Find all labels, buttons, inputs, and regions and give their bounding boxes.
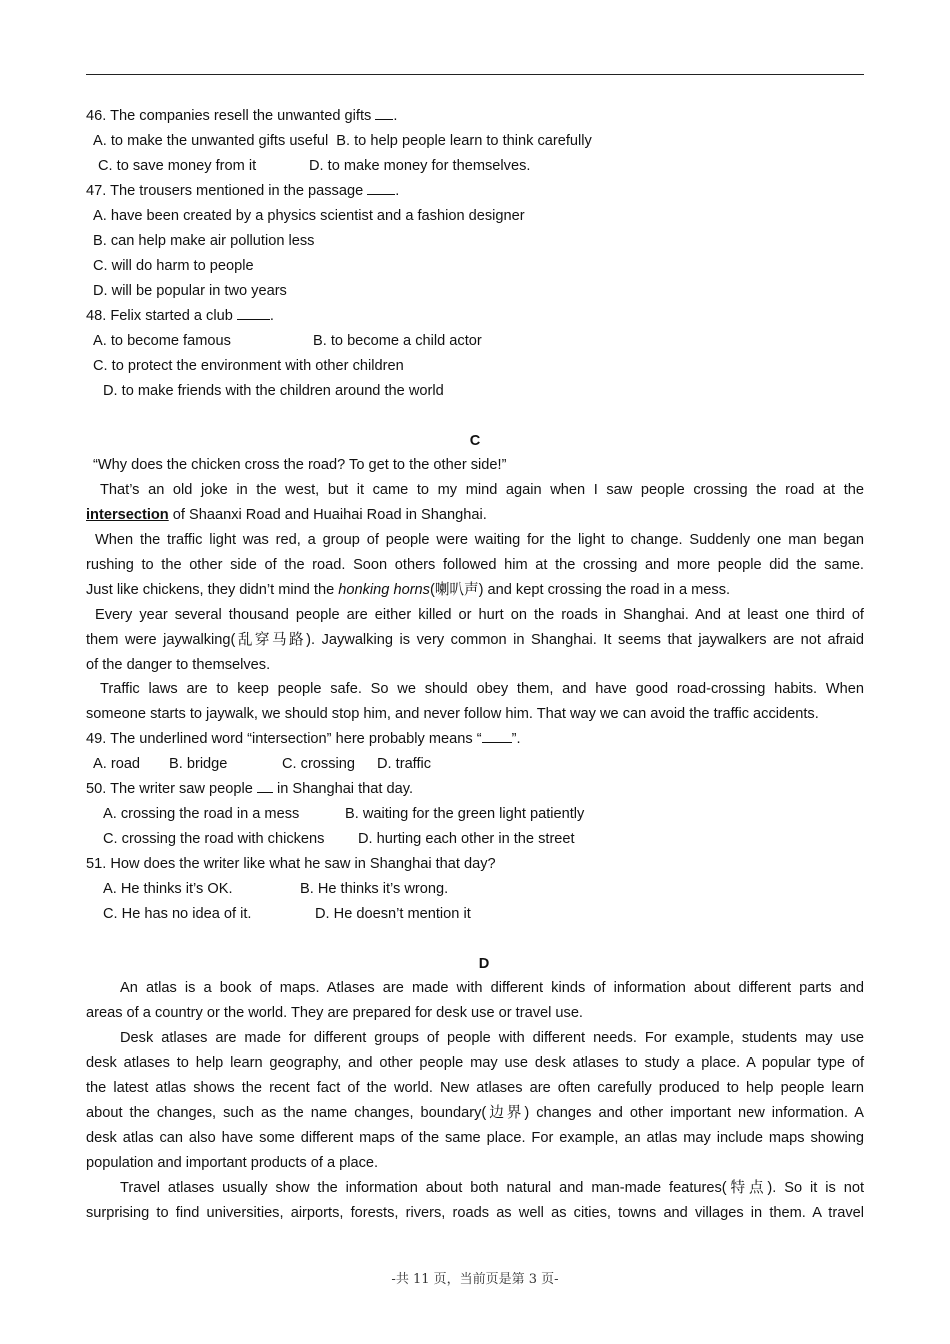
q47-stem	[86, 182, 864, 200]
q51-option-c: C. He has no idea of it.	[103, 906, 252, 922]
q48-option-d	[86, 382, 864, 400]
answer-blank	[257, 780, 273, 793]
q46-options-ab	[86, 132, 864, 150]
section-c-p2-l1: When the traffic light was red, a group of people were waiting for the light to change. Suddenly one man began	[95, 532, 864, 548]
section-c-p2-l3	[86, 581, 864, 599]
q50-option-d: D. hurting each other in the street	[358, 831, 575, 847]
section-d-p2-l4: about the changes, such as the name changes, boundary(边界) changes and other important new information. A	[86, 1105, 864, 1121]
section-c-heading: C	[469, 433, 481, 449]
q50-option-c: C. crossing the road with chickens	[103, 831, 325, 847]
answer-blank	[367, 182, 395, 195]
q47-option-b	[86, 232, 864, 250]
q47-end: .	[395, 183, 400, 199]
section-c-p1-l2	[86, 506, 864, 524]
section-d-p3-l2: surprising to find universities, airports, forests, rivers, roads as well as cities, towns and villages in them. A travel	[86, 1205, 864, 1221]
section-d-p2-l2: desk atlases to help learn geography, and other people may use desk atlases to study a place. A popular type of	[86, 1055, 864, 1071]
q48-end: .	[269, 308, 274, 324]
section-c-p4-l1: Traffic laws are to keep people safe. So we should obey them, and have good road-crossing habits. When	[100, 681, 864, 697]
answer-blank	[375, 107, 393, 120]
section-c-p1-l1: That’s an old joke in the west, but it came to my mind again when I saw people crossing the road at the	[100, 482, 864, 498]
q49-end: ”.	[511, 731, 521, 747]
section-d-p3-l1: Travel atlases usually show the information about both natural and man-made features(特点). So it is not	[120, 1180, 864, 1196]
section-c-p2-l3b: (喇叭声) and kept crossing the road in a mess.	[429, 582, 731, 598]
q48-option-c-text: C. to protect the environment with other children	[93, 358, 404, 374]
section-c-p3-l1: Every year several thousand people are either killed or hurt on the roads in Shanghai. And at least one third of	[95, 607, 864, 623]
q49-option-c: C. crossing	[282, 756, 355, 772]
q50-stem-text: 50. The writer saw people	[86, 781, 257, 797]
q47-option-d	[86, 282, 864, 300]
q46-option-c: C. to save money from it	[98, 158, 257, 174]
q48-stem-text: 48. Felix started a club	[86, 308, 237, 324]
q47-option-a	[86, 207, 864, 225]
q47-option-b-text: B. can help make air pollution less	[93, 233, 315, 249]
q50-stem	[86, 780, 864, 798]
q47-option-c-text: C. will do harm to people	[93, 258, 254, 274]
q51-option-d: D. He doesn’t mention it	[315, 906, 471, 922]
q46-option-b: B. to help people learn to think carefully	[336, 133, 592, 149]
section-c-p3-l2: them were jaywalking(乱穿马路). Jaywalking is very common in Shanghai. It seems that jaywalkers are not afraid	[86, 632, 864, 648]
q51-option-a: A. He thinks it’s OK.	[103, 881, 233, 897]
q48-option-c	[86, 357, 864, 375]
section-d-p1-l2: areas of a country or the world. They are prepared for desk use or travel use.	[86, 1005, 583, 1021]
q47-option-d-text: D. will be popular in two years	[93, 283, 287, 299]
q50-option-b: B. waiting for the green light patiently	[345, 806, 585, 822]
section-d-p2-l5: desk atlas can also have some different maps of the same place. For example, an atlas may include maps showing	[86, 1130, 864, 1146]
q49-stem-text: 49. The underlined word “intersection” here probably means “	[86, 731, 482, 747]
section-d-p1-l1: An atlas is a book of maps. Atlases are made with different kinds of information about different parts and	[120, 980, 864, 996]
q46-stem	[86, 107, 864, 125]
q46-option-d: D. to make money for themselves.	[309, 158, 531, 174]
q50-end: in Shanghai that day.	[272, 781, 414, 797]
answer-blank	[482, 730, 512, 743]
q49-stem	[86, 730, 864, 748]
q48-option-d-text: D. to make friends with the children around the world	[103, 383, 444, 399]
section-c-p2-l3a: Just like chickens, they didn’t mind the	[86, 582, 339, 598]
q48-option-b: B. to become a child actor	[313, 333, 482, 349]
section-d-p2-l6: population and important products of a place.	[86, 1155, 379, 1171]
q48-stem	[86, 307, 864, 325]
q47-option-c	[86, 257, 864, 275]
section-c-p2-l2: rushing to the other side of the road. Soon others followed him at the crossing and more people did the same.	[86, 557, 864, 573]
section-d-p2-l1: Desk atlases are made for different groups of people with different needs. For example, students may use	[120, 1030, 864, 1046]
underlined-word: intersection	[86, 507, 169, 523]
q49-option-a: A. road	[93, 756, 141, 772]
q48-option-a: A. to become famous	[93, 333, 231, 349]
section-c-p4-l2: someone starts to jaywalk, we should stop him, and never follow him. That way we can avoid the traffic accidents.	[86, 706, 819, 722]
q47-option-a-text: A. have been created by a physics scientist and a fashion designer	[93, 208, 525, 224]
section-d-heading: D	[478, 956, 490, 972]
section-c-p0	[86, 456, 864, 474]
q51-stem: 51. How does the writer like what he saw in Shanghai that day?	[86, 856, 496, 872]
q46-stem-text: 46. The companies resell the unwanted gifts	[86, 108, 376, 124]
section-c-p1-l2-text: of Shaanxi Road and Huaihai Road in Shanghai.	[168, 507, 487, 523]
section-c-p0-text: “Why does the chicken cross the road? To get to the other side!”	[93, 457, 507, 473]
q49-option-d: D. traffic	[377, 756, 432, 772]
q51-option-b: B. He thinks it’s wrong.	[300, 881, 449, 897]
section-d-p2-l3: the latest atlas shows the recent fact of the world. New atlases are often carefully produced to help people learn	[86, 1080, 864, 1096]
q49-option-b: B. bridge	[169, 756, 228, 772]
answer-blank	[237, 307, 270, 320]
page-footer: -共 11 页，当前页是第 3 页-	[391, 1272, 559, 1287]
q46-end: .	[393, 108, 398, 124]
section-c-p3-l3: of the danger to themselves.	[86, 657, 271, 673]
q50-option-a: A. crossing the road in a mess	[103, 806, 300, 822]
q46-option-a: A. to make the unwanted gifts useful	[93, 133, 329, 149]
italic-phrase: honking horns	[338, 582, 430, 598]
header-rule	[86, 74, 864, 75]
q47-stem-text: 47. The trousers mentioned in the passage	[86, 183, 368, 199]
